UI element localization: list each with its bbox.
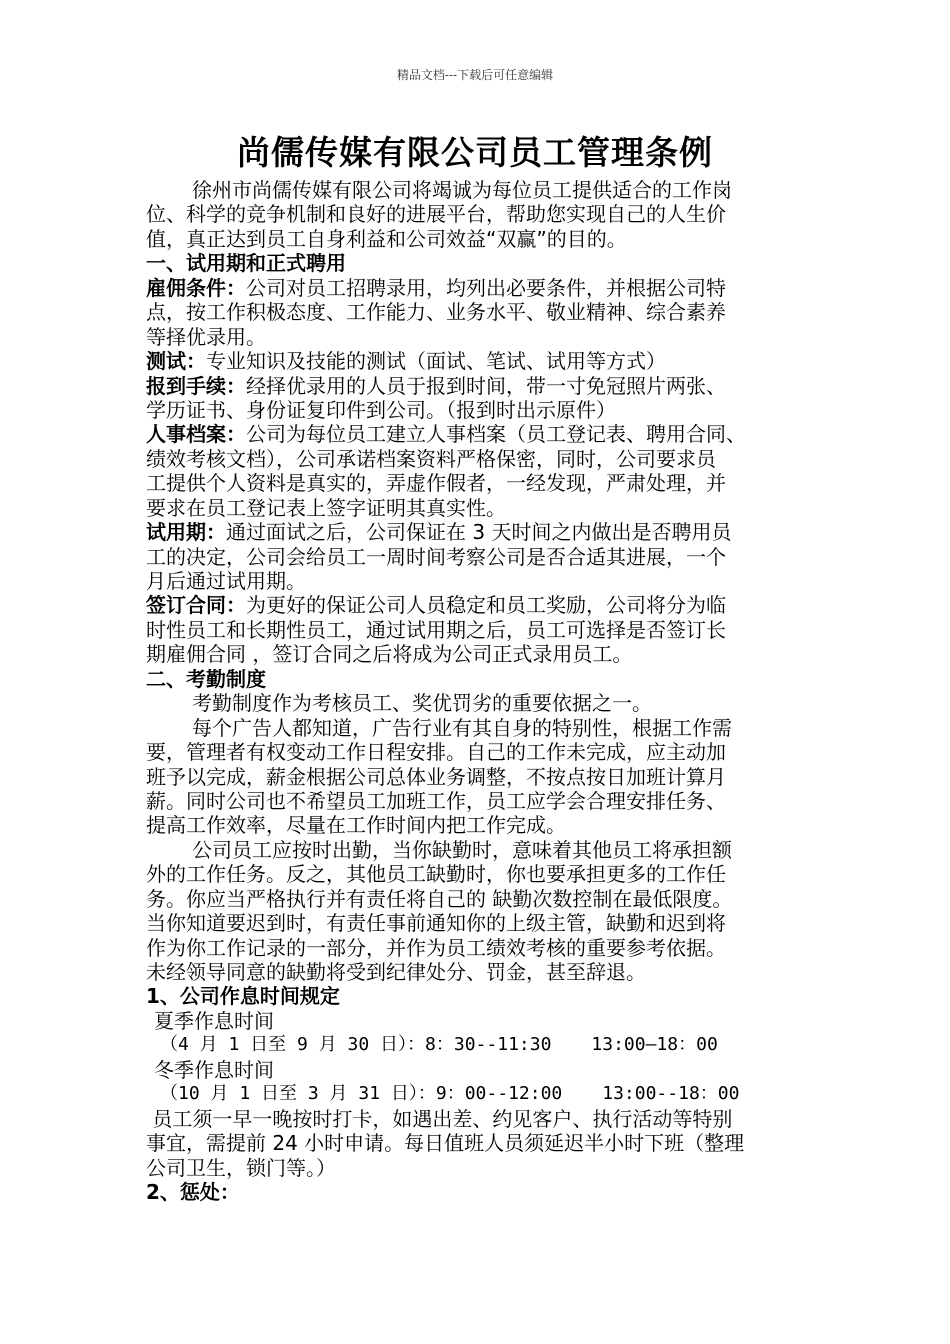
schedule-range: （4 月 1 日至 9 月 30 日）：8：30--11:30 [160, 1034, 552, 1056]
schedule-afternoon: 13:00—18：00 [591, 1034, 718, 1056]
paragraph-line: 每个广告人都知道，广告行业有其自身的特别性，根据工作需 [192, 715, 732, 740]
clause-label: 签订合同： [146, 593, 246, 618]
employment-clause [146, 276, 814, 300]
paragraph-line: 员工须一早一晚按时打卡，如遇出差、约见客户、执行活动等特别 [146, 1106, 733, 1131]
schedule-row [146, 1033, 814, 1057]
intro-line: 值，真正达到员工自身利益和公司效益“双赢”的目的。 [146, 226, 627, 251]
section-heading: 一、试用期和正式聘用 [146, 251, 346, 276]
intro-line: 位、科学的竞争机制和良好的进展平台，帮助您实现自己的人生价 [146, 202, 726, 227]
clause-text: 公司为每位员工建立人事档案（员工登记表、聘用合同、 [246, 422, 746, 447]
subsection-heading: 2、惩处： [146, 1179, 240, 1204]
schedule-range: （10 月 1 日至 3 月 31 日）：9：00--12:00 [160, 1083, 563, 1105]
clause-text: 时性员工和长期性员工，通过试用期之后，员工可选择是否签订长 [146, 617, 726, 642]
clause-text: 绩效考核文档），公司承诺档案资料严格保密，同时，公司要求员 [146, 446, 716, 471]
paragraph-line: 作为你工作记录的一部分，并作为员工绩效考核的重要参考依据。 [146, 935, 726, 960]
clause-text: 经择优录用的人员于报到时间，带一寸免冠照片两张、 [246, 373, 726, 398]
page-header-note: 精品文档---下载后可任意编辑 [396, 68, 554, 82]
paragraph-line: 未经领导同意的缺勤将受到纪律处分、罚金，甚至辞退。 [146, 960, 646, 984]
paragraph-line: 事宜，需提前 24 小时申请。每日值班人员须延迟半小时下班（整理 [146, 1131, 745, 1156]
clause-text: 工提供个人资料是真实的，弄虚作假者，一经发现，严肃处理，并 [146, 471, 726, 496]
paragraph-line: 务。你应当严格执行并有责任将自己的 缺勤次数控制在最低限度。 [146, 886, 733, 911]
paragraph-line: 班予以完成，薪金根据公司总体业务调整，不按点按日加班计算月 [146, 764, 726, 789]
paragraph-line: 考勤制度作为考核员工、奖优罚劣的重要依据之一。 [192, 691, 652, 716]
contract-clause [146, 593, 814, 617]
clause-label: 报到手续： [146, 373, 246, 398]
paragraph-line: 外的工作任务。反之，其他员工缺勤时，你也要承担更多的工作任 [146, 862, 726, 887]
clause-text: 通过面试之后，公司保证在 3 天时间之内做出是否聘用员 [226, 520, 732, 545]
clause-label: 雇佣条件： [146, 275, 246, 300]
test-clause [146, 349, 814, 373]
clause-label: 测试： [146, 349, 206, 374]
document-body [146, 178, 814, 1204]
clause-text: 等择优录用。 [146, 324, 266, 349]
intro-line: 徐州市尚儒传媒有限公司将竭诚为每位员工提供适合的工作岗 [192, 178, 732, 202]
paragraph-line: 要，管理者有权变动工作日程安排。自己的工作未完成，应主动加 [146, 740, 726, 765]
document-title: 尚儒传媒有限公司员工管理条例 [237, 133, 713, 172]
schedule-label: 冬季作息时间 [154, 1057, 274, 1082]
clause-text: 要求在员工登记表上签字证明其真实性。 [146, 495, 506, 520]
schedule-label: 夏季作息时间 [154, 1008, 274, 1033]
paragraph-line: 公司员工应按时出勤，当你缺勤时，意味着其他员工将承担额 [192, 837, 732, 862]
paragraph-line: 提高工作效率，尽量在工作时间内把工作完成。 [146, 813, 566, 838]
archive-clause [146, 422, 814, 446]
clause-text: 月后通过试用期。 [146, 569, 306, 593]
clause-label: 人事档案： [146, 422, 246, 447]
section-heading: 二、考勤制度 [146, 666, 266, 691]
clause-text: 专业知识及技能的测试（面试、笔试、试用等方式） [206, 349, 666, 374]
clause-label: 试用期： [146, 520, 226, 545]
clause-text: 工的决定，公司会给员工一周时间考察公司是否合适其进展，一个 [146, 544, 726, 569]
report-clause [146, 374, 814, 398]
clause-text: 期雇佣合同 ，签订合同之后将成为公司正式录用员工。 [146, 642, 633, 667]
clause-text: 公司对员工招聘录用，均列出必要条件，并根据公司特 [246, 275, 726, 300]
paragraph-line: 公司卫生，锁门等。） [146, 1155, 336, 1180]
paragraph-line: 当你知道要迟到时，有责任事前通知你的上级主管，缺勤和迟到将 [146, 911, 726, 936]
schedule-row [146, 1082, 814, 1106]
paragraph-line: 薪。同时公司也不希望员工加班工作，员工应学会合理安排任务、 [146, 788, 726, 813]
probation-clause [146, 520, 814, 544]
clause-text: 为更好的保证公司人员稳定和员工奖励，公司将分为临 [246, 593, 726, 618]
schedule-afternoon: 13:00--18：00 [602, 1083, 740, 1105]
subsection-heading: 1、公司作息时间规定 [146, 984, 340, 1009]
clause-text: 学历证书、身份证复印件到公司。（报到时出示原件） [146, 397, 616, 422]
clause-text: 点，按工作积极态度、工作能力、业务水平、敬业精神、综合素养 [146, 300, 726, 325]
